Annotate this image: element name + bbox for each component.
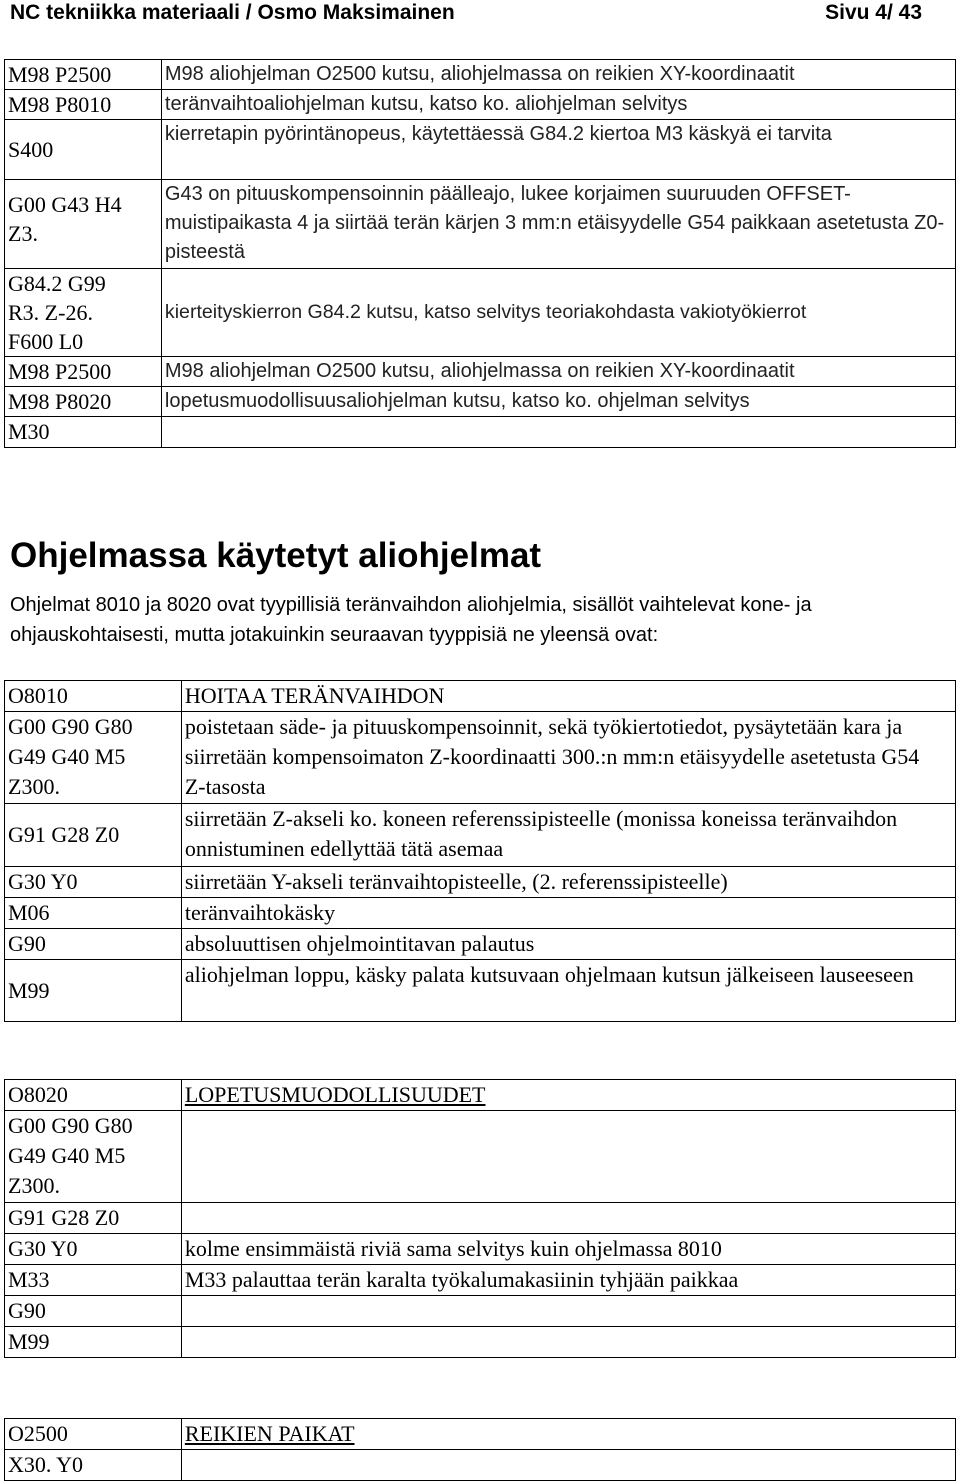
code-cell: M99 — [5, 1327, 182, 1358]
main-program-table — [4, 59, 956, 448]
desc-heading: LOPETUSMUODOLLISUUDET — [184, 1082, 486, 1107]
desc-cell: kolme ensimmäistä riviä sama selvitys kuin ohjelmassa 8010 — [181, 1234, 955, 1265]
code-cell: G30 Y0 — [5, 1234, 182, 1265]
code-cell: O8010 — [5, 681, 182, 712]
code-cell: M33 — [5, 1265, 182, 1296]
document-title: NC tekniikka materiaali / Osmo Maksimainen — [10, 1, 455, 24]
desc-cell: absoluuttisen ohjelmointitavan palautus — [181, 929, 955, 960]
code-cell: G00 G90 G80 G49 G40 M5 Z300. — [5, 712, 182, 804]
code-cell: M98 P2500 — [5, 357, 162, 387]
code-cell: G84.2 G99 R3. Z-26. F600 L0 — [5, 269, 162, 357]
code-cell: S400 — [5, 120, 162, 180]
code-cell: G30 Y0 — [5, 867, 182, 898]
desc-cell — [181, 1327, 955, 1358]
section-paragraph: Ohjelmat 8010 ja 8020 ovat tyypillisiä teränvaihdon aliohjelmia, sisällöt vaihtelevat kone- ja ohjauskohtaisesti, mutta jotakuinkin seuraavan tyyppisiä ne yleensä ovat: — [10, 594, 812, 646]
table-row — [5, 929, 956, 960]
table-row — [5, 898, 956, 929]
desc-cell: siirretään Y-akseli teränvaihtopisteelle, (2. referenssipisteelle) — [181, 867, 955, 898]
desc-cell: teränvaihtokäsky — [181, 898, 955, 929]
table-row — [5, 1265, 956, 1296]
code-cell: X30. Y0 — [5, 1450, 182, 1481]
table-row — [5, 1419, 956, 1450]
code-cell: O2500 — [5, 1419, 182, 1450]
desc-cell — [181, 1296, 955, 1327]
table-row — [5, 804, 956, 867]
table-row — [5, 120, 956, 180]
table-row — [5, 1327, 956, 1358]
section-heading: Ohjelmassa käytetyt aliohjelmat — [10, 536, 542, 575]
table-row — [5, 90, 956, 120]
desc-cell — [161, 417, 955, 448]
desc-cell — [181, 1111, 955, 1203]
desc-cell: lopetusmuodollisuusaliohjelman kutsu, katso ko. ohjelman selvitys — [161, 387, 955, 417]
table-row — [5, 357, 956, 387]
code-cell: M98 P2500 — [5, 60, 162, 90]
code-cell: G90 — [5, 929, 182, 960]
page-header — [10, 0, 922, 30]
desc-cell — [181, 1080, 955, 1111]
desc-cell: kierteityskierron G84.2 kutsu, katso selvitys teoriakohdasta vakiotyökierrot — [161, 269, 955, 357]
code-cell: O8020 — [5, 1080, 182, 1111]
table-row — [5, 60, 956, 90]
table-row — [5, 1111, 956, 1203]
desc-cell: kierretapin pyörintänopeus, käytettäessä G84.2 kiertoa M3 käskyä ei tarvita — [161, 120, 955, 180]
table-row — [5, 387, 956, 417]
code-cell: G91 G28 Z0 — [5, 1203, 182, 1234]
table-row — [5, 417, 956, 448]
table-row — [5, 1203, 956, 1234]
code-cell: M06 — [5, 898, 182, 929]
code-cell: M98 P8010 — [5, 90, 162, 120]
code-cell: G91 G28 Z0 — [5, 804, 182, 867]
table-row — [5, 712, 956, 804]
desc-cell — [181, 1419, 955, 1450]
desc-cell: G43 on pituuskompensoinnin päälleajo, lukee korjaimen suuruuden OFFSET- muistipaikasta 4 ja siirtää terän kärjen 3 mm:n etäisyydelle G54 paikkaan asetetusta Z0- pisteestä — [161, 180, 955, 269]
desc-cell: poistetaan säde- ja pituuskompensoinnit, sekä työkiertotiedot, pysäytetään kara ja siirretään kompensoimaton Z-koordinaatti 300.:n mm:n etäisyydelle asetetusta G54 Z-tasosta — [181, 712, 955, 804]
table-row — [5, 867, 956, 898]
desc-cell: aliohjelman loppu, käsky palata kutsuvaan ohjelmaan kutsun jälkeiseen lauseeseen — [181, 960, 955, 1022]
table-row — [5, 1296, 956, 1327]
table-row — [5, 1080, 956, 1111]
table-row — [5, 960, 956, 1022]
desc-cell: M33 palauttaa terän karalta työkalumakasiinin tyhjään paikkaa — [181, 1265, 955, 1296]
code-cell: M30 — [5, 417, 162, 448]
code-cell: M98 P8020 — [5, 387, 162, 417]
desc-heading: REIKIEN PAIKAT — [184, 1421, 355, 1446]
desc-cell — [181, 1450, 955, 1481]
code-cell: G00 G90 G80 G49 G40 M5 Z300. — [5, 1111, 182, 1203]
desc-cell: M98 aliohjelman O2500 kutsu, aliohjelmassa on reikien XY-koordinaatit — [161, 60, 955, 90]
code-cell: G90 — [5, 1296, 182, 1327]
desc-cell: M98 aliohjelman O2500 kutsu, aliohjelmassa on reikien XY-koordinaatit — [161, 357, 955, 387]
table-row — [5, 1234, 956, 1265]
desc-cell — [181, 1203, 955, 1234]
code-cell: G00 G43 H4 Z3. — [5, 180, 162, 269]
table-row — [5, 180, 956, 269]
o8020-table — [4, 1079, 956, 1358]
desc-cell: teränvaihtoaliohjelman kutsu, katso ko. aliohjelman selvitys — [161, 90, 955, 120]
desc-cell: siirretään Z-akseli ko. koneen referenssipisteelle (monissa koneissa teränvaihdon onnistuminen edellyttää tätä asemaa — [181, 804, 955, 867]
desc-cell: HOITAA TERÄNVAIHDON — [181, 681, 955, 712]
table-row — [5, 269, 956, 357]
code-cell: M99 — [5, 960, 182, 1022]
o2500-table — [4, 1418, 956, 1481]
o8010-table — [4, 680, 956, 1022]
page-number: Sivu 4/ 43 — [825, 1, 922, 24]
table-row — [5, 1450, 956, 1481]
table-row — [5, 681, 956, 712]
